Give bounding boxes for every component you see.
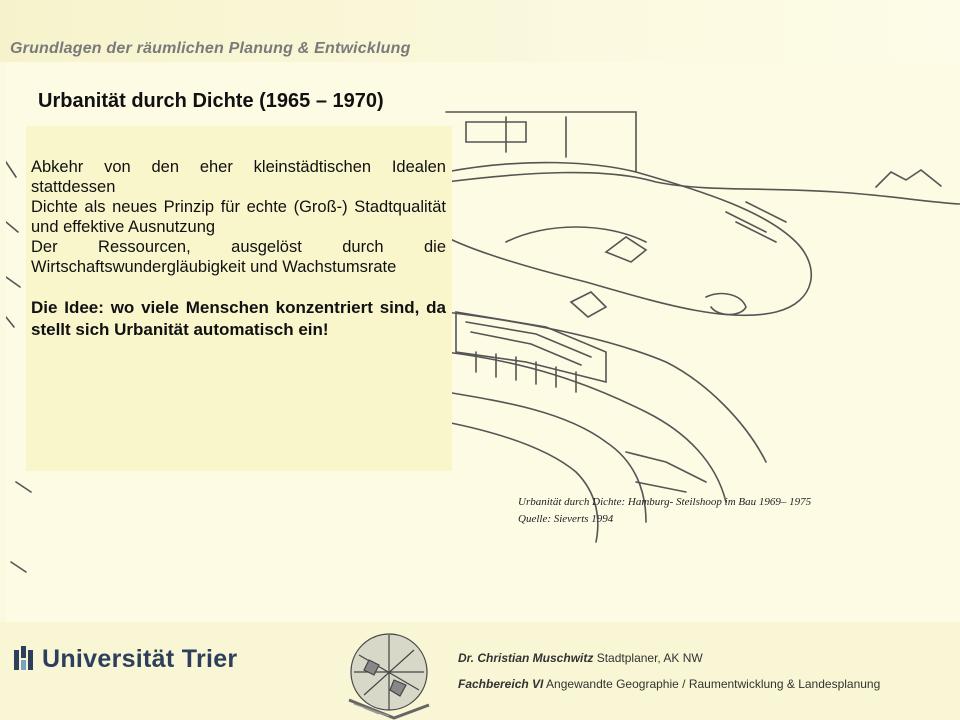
author-role: Stadtplaner, AK NW	[596, 651, 703, 665]
department-label: Fachbereich VI	[458, 677, 544, 691]
course-title: Grundlagen der räumlichen Planung & Entwicklung	[10, 40, 411, 57]
paragraph-3: Der Ressourcen, ausgelöst durch die Wirtschaftswundergläubigkeit und Wachstumsrate	[31, 238, 446, 276]
university-name: Universität Trier	[42, 644, 238, 673]
department-text: Angewandte Geographie / Raumentwicklung & Landesplanung	[546, 677, 881, 691]
university-logo	[14, 646, 237, 672]
image-caption: Urbanität durch Dichte: Hamburg- Steilshoop im Bau 1969– 1975 Quelle: Sieverts 1994	[518, 496, 812, 525]
slide-title: Urbanität durch Dichte (1965 – 1970)	[38, 90, 384, 112]
author-line	[458, 651, 703, 665]
paragraph-1: Abkehr von den eher kleinstädtischen Idealen stattdessen	[31, 158, 446, 196]
paragraph-2: Dichte als neues Prinzip für echte (Groß-) Stadtqualität und effektive Ausnutzung	[31, 198, 446, 236]
text-content	[31, 157, 446, 341]
city-map-emblem-icon	[334, 630, 444, 720]
university-logo-icon	[14, 646, 36, 672]
idea-statement: Die Idee: wo viele Menschen konzentriert sind, da stellt sich Urbanität automatisch ein!	[31, 298, 446, 339]
department-line	[458, 677, 880, 691]
author-name: Dr. Christian Muschwitz	[458, 651, 594, 665]
